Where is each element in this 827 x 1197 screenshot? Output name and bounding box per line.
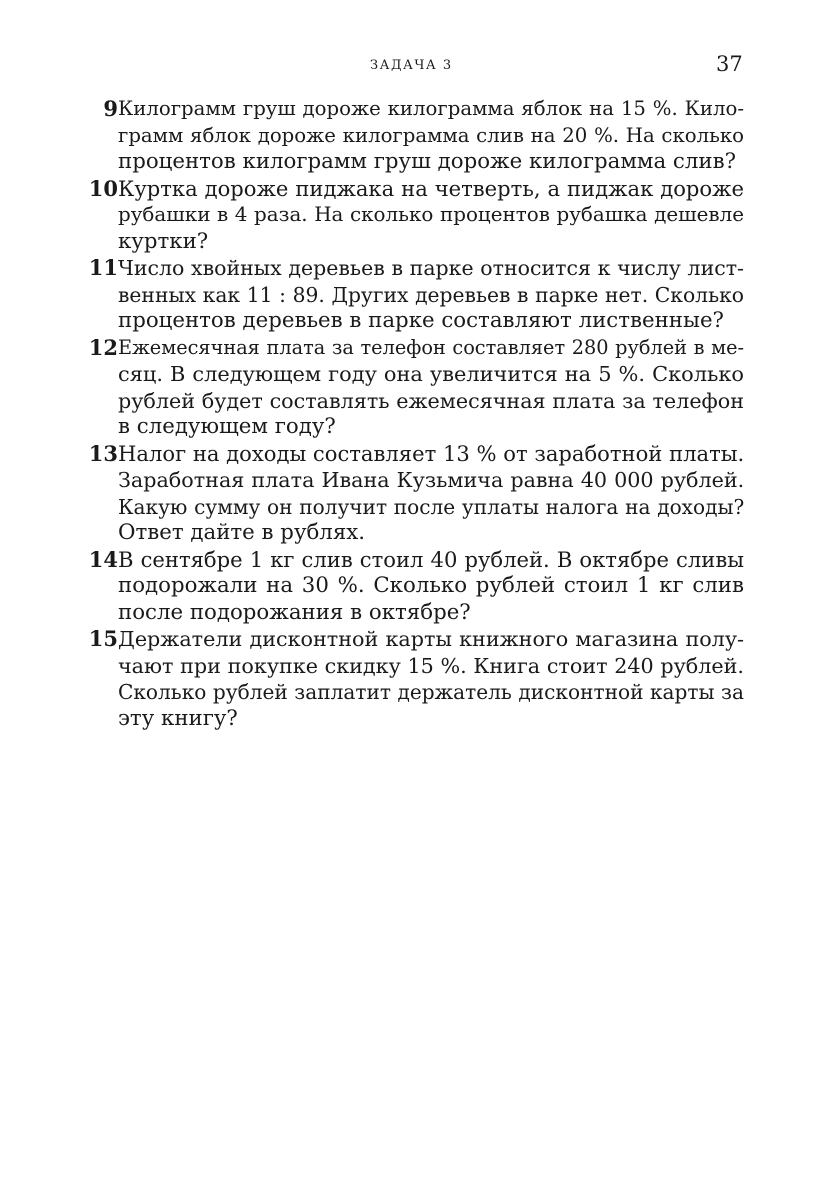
problem-line: процентов деревьев в парке составляют лиственные?: [118, 308, 724, 333]
problem-item: [74, 441, 754, 547]
problem-line: В сентябре 1 кг слив стоил 40 рублей. В октябре сливы: [118, 546, 744, 572]
problem-line: грамм яблок дороже килограмма слив на 20 %. На сколько: [118, 123, 744, 147]
page-number: 37: [716, 52, 743, 76]
problem-line: куртки?: [118, 228, 209, 254]
problem-text: [118, 255, 744, 335]
problem-item: [74, 626, 754, 732]
problem-item: [74, 96, 754, 176]
problem-line: Куртка дороже пиджака на четверть, а пиджак дороже: [118, 175, 744, 201]
problem-text: [118, 626, 744, 732]
problem-line: Сколько рублей заплатит держатель дисконтной карты за: [118, 680, 744, 704]
problem-line: Заработная плата Ивана Кузьмича равна 40 000 рублей.: [118, 468, 745, 492]
problem-text: [118, 547, 744, 627]
problem-text: [118, 335, 744, 441]
problem-number: 10: [88, 175, 118, 201]
problem-line: венных как 11 : 89. Других деревьев в парке нет. Сколько: [118, 282, 744, 307]
problem-text: [118, 176, 744, 256]
problem-line: в следующем году?: [118, 414, 336, 439]
problem-line: Число хвойных деревьев в парке относится к числу лист-: [118, 256, 744, 280]
problem-line: Ответ дайте в рублях.: [118, 520, 366, 545]
problem-number: 11: [88, 255, 118, 280]
page-header: [0, 0, 827, 90]
problem-line: чают при покупке скидку 15 %. Книга стоит 240 рублей.: [118, 653, 744, 678]
problem-number: 9: [103, 96, 118, 121]
problem-number: 15: [88, 626, 118, 651]
problem-line: рублей будет составлять ежемесячная плата за телефон: [118, 388, 744, 413]
problem-line: после подорожания в октябре?: [118, 599, 471, 625]
problem-line: Какую сумму он получит после уплаты налога на доходы?: [118, 494, 745, 519]
problem-item: [74, 547, 754, 627]
problem-line: Налог на доходы составляет 13 % от заработной платы.: [118, 440, 745, 466]
problem-text: [118, 441, 744, 547]
problem-line: Держатели дисконтной карты книжного магазина полу-: [118, 627, 744, 651]
problem-line: рубашки в 4 раза. На сколько процентов рубашка дешевле: [118, 203, 744, 226]
problem-line: эту книгу?: [118, 705, 238, 731]
problem-number: 14: [88, 546, 118, 572]
problem-number: 12: [88, 334, 118, 360]
running-title: ЗАДАЧА 3: [370, 58, 453, 73]
problem-line: Килограмм груш дороже килограмма яблок на 15 %. Кило-: [118, 97, 744, 120]
problem-text: [118, 96, 744, 176]
problem-list: [74, 96, 754, 732]
problem-line: подорожали на 30 %. Сколько рублей стоил 1 кг слив: [118, 573, 744, 598]
problem-line: сяц. В следующем году она увеличится на 5 %. Сколько: [118, 362, 744, 386]
problem-number: 13: [88, 440, 118, 466]
problem-line: Ежемесячная плата за телефон составляет 280 рублей в ме-: [118, 335, 744, 359]
problem-line: процентов килограмм груш дороже килограмма слив?: [118, 149, 736, 174]
problem-item: [74, 176, 754, 256]
problem-item: [74, 335, 754, 441]
problem-item: [74, 255, 754, 335]
